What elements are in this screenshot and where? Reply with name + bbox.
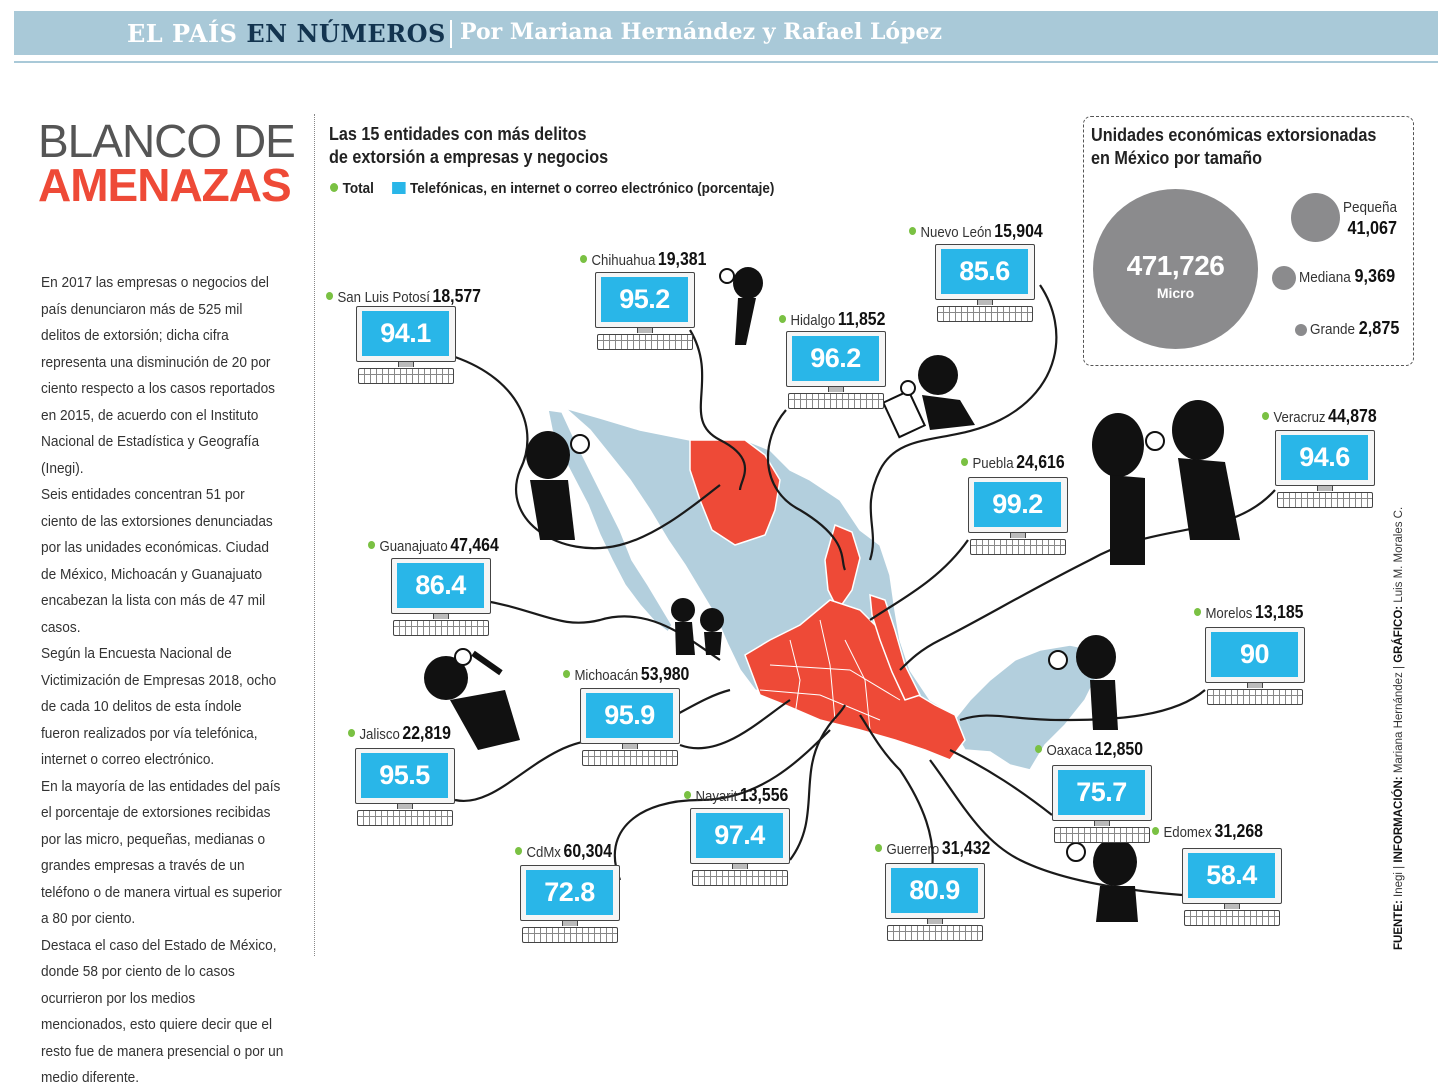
size-label-pequena: Pequeña 41,067 bbox=[1343, 199, 1398, 238]
state-label-hidalgo: Hidalgo 11,852 bbox=[779, 309, 885, 330]
paragraph: En 2017 las empresas o negocios del país denunciaron más de 525 mil delitos de extorsión; dicha cifra representa una disminución de 20 por ciento respecto a los casos reportados en 2015, de acuerdo con el Instituto Nacional de Estadística y Geografía (Inegi). bbox=[41, 274, 276, 477]
state-label-michoacan: Michoacán 53,980 bbox=[563, 664, 689, 685]
computer-puebla bbox=[968, 477, 1068, 557]
state-label-nayarit: Nayarit 13,556 bbox=[684, 785, 788, 806]
computer-nuevo-leon bbox=[935, 244, 1035, 324]
state-label-nuevo-leon: Nuevo León 15,904 bbox=[909, 221, 1043, 242]
bubble-mediana bbox=[1272, 266, 1296, 290]
pct-value: 90 bbox=[1211, 632, 1298, 677]
figure-hidalgo-icon bbox=[883, 355, 975, 437]
keyboard-icon bbox=[937, 306, 1033, 322]
pct-value: 99.2 bbox=[974, 482, 1061, 527]
section-name: EL PAÍS EN NÚMEROS bbox=[127, 19, 446, 48]
state-label-cdmx: CdMx 60,304 bbox=[515, 841, 612, 862]
state-label-jalisco: Jalisco 22,819 bbox=[348, 723, 451, 744]
state-label-edomex: Edomex 31,268 bbox=[1152, 821, 1263, 842]
chart-title: Las 15 entidades con más delitos de extorsión a empresas y negocios bbox=[329, 124, 609, 167]
computer-jalisco bbox=[355, 748, 455, 828]
state-label-oaxaca: Oaxaca 12,850 bbox=[1035, 739, 1143, 760]
state-label-guerrero: Guerrero 31,432 bbox=[875, 838, 990, 859]
computer-veracruz bbox=[1275, 430, 1375, 510]
keyboard-icon bbox=[1207, 689, 1303, 705]
keyboard-icon bbox=[1277, 492, 1373, 508]
keyboard-icon bbox=[692, 870, 788, 886]
pct-value: 94.1 bbox=[362, 311, 449, 356]
pct-value: 58.4 bbox=[1188, 853, 1275, 898]
size-label-grande: Grande 2,875 bbox=[1310, 318, 1400, 338]
state-label-puebla: Puebla 24,616 bbox=[961, 452, 1065, 473]
pct-value: 97.4 bbox=[696, 813, 783, 858]
byline: Por Mariana Hernández y Rafael López bbox=[460, 19, 942, 45]
pct-value: 96.2 bbox=[792, 336, 879, 381]
figure-chihuahua-icon bbox=[720, 267, 763, 345]
figure-veracruz-icon bbox=[1092, 400, 1240, 565]
micro-value: 471,726 bbox=[1126, 250, 1225, 281]
state-label-guanajuato: Guanajuato 47,464 bbox=[368, 535, 499, 556]
keyboard-icon bbox=[1054, 827, 1150, 843]
keyboard-icon bbox=[357, 810, 453, 826]
keyboard-icon bbox=[887, 925, 983, 941]
legend-total-label: Total bbox=[342, 180, 374, 197]
size-label-mediana: Mediana 9,369 bbox=[1299, 266, 1396, 286]
pct-value: 85.6 bbox=[941, 249, 1028, 294]
computer-nayarit bbox=[690, 808, 790, 888]
pct-value: 72.8 bbox=[526, 870, 613, 915]
paragraph: En la mayoría de las entidades del país el porcentaje de extorsiones recibidas por las micro, pequeñas, medianas o grandes empresas a través de un teléfono o de manera virtual es superior a 80 por ciento. bbox=[41, 777, 282, 927]
headline-line2: AMENAZAS bbox=[38, 159, 291, 211]
computer-edomex bbox=[1182, 848, 1282, 928]
keyboard-icon bbox=[597, 334, 693, 350]
company-size-title: Unidades económicas extorsionadas en México por tamaño bbox=[1091, 125, 1377, 168]
computer-guanajuato bbox=[391, 558, 491, 638]
chart-legend bbox=[330, 180, 774, 197]
legend-total-dot bbox=[330, 183, 338, 192]
legend-pct-swatch bbox=[392, 182, 406, 194]
state-label-veracruz: Veracruz 44,878 bbox=[1262, 406, 1377, 427]
pct-value: 80.9 bbox=[891, 868, 978, 913]
state-label-morelos: Morelos 13,185 bbox=[1194, 602, 1303, 623]
keyboard-icon bbox=[393, 620, 489, 636]
computer-oaxaca bbox=[1052, 765, 1152, 845]
bubble-pequena bbox=[1291, 193, 1340, 242]
pct-value: 94.6 bbox=[1281, 435, 1368, 480]
keyboard-icon bbox=[582, 750, 678, 766]
keyboard-icon bbox=[358, 368, 454, 384]
keyboard-icon bbox=[788, 393, 884, 409]
pct-value: 95.5 bbox=[361, 753, 448, 798]
paragraph: Según la Encuesta Nacional de Victimización de Empresas 2018, ocho de cada 10 delitos de esta índole fueron realizados por vía telefónica, internet o correo electrónico. bbox=[41, 645, 277, 768]
credits: FUENTE: Inegi | INFORMACIÓN: Mariana Hernández | GRÁFICO: Luis M. Morales C. bbox=[1393, 506, 1405, 950]
pct-value: 86.4 bbox=[397, 563, 484, 608]
paragraph: Destaca el caso del Estado de México, donde 58 por ciento de lo casos ocurrieron por los medios mencionados, esto quiere decir que el resto fue de manera presencial o por un medio diferente. bbox=[41, 936, 284, 1086]
keyboard-icon bbox=[970, 539, 1066, 555]
micro-label: Micro bbox=[1156, 285, 1195, 301]
computer-chihuahua bbox=[595, 272, 695, 352]
computer-cdmx bbox=[520, 865, 620, 945]
headline-line1: BLANCO DE bbox=[38, 115, 295, 167]
computer-morelos bbox=[1205, 627, 1305, 707]
computer-michoacan bbox=[580, 688, 680, 768]
state-label-san-luis-potosi: San Luis Potosí 18,577 bbox=[326, 286, 481, 307]
state-label-chihuahua: Chihuahua 19,381 bbox=[580, 249, 706, 270]
pct-value: 95.2 bbox=[601, 277, 688, 322]
keyboard-icon bbox=[522, 927, 618, 943]
legend-pct-label: Telefónicas, en internet o correo electrónico (porcentaje) bbox=[410, 180, 775, 197]
keyboard-icon bbox=[1184, 910, 1280, 926]
pct-value: 75.7 bbox=[1058, 770, 1145, 815]
computer-san-luis-potosi bbox=[356, 306, 456, 386]
bubble-grande bbox=[1295, 324, 1307, 336]
computer-hidalgo bbox=[786, 331, 886, 411]
paragraph: Seis entidades concentran 51 por ciento de las extorsiones denunciadas por las unidades económicas. Ciudad de México, Michoacán y Guanajuato encabezan la lista con más de 47 mil casos. bbox=[41, 486, 273, 636]
pct-value: 95.9 bbox=[586, 693, 673, 738]
computer-guerrero bbox=[885, 863, 985, 943]
